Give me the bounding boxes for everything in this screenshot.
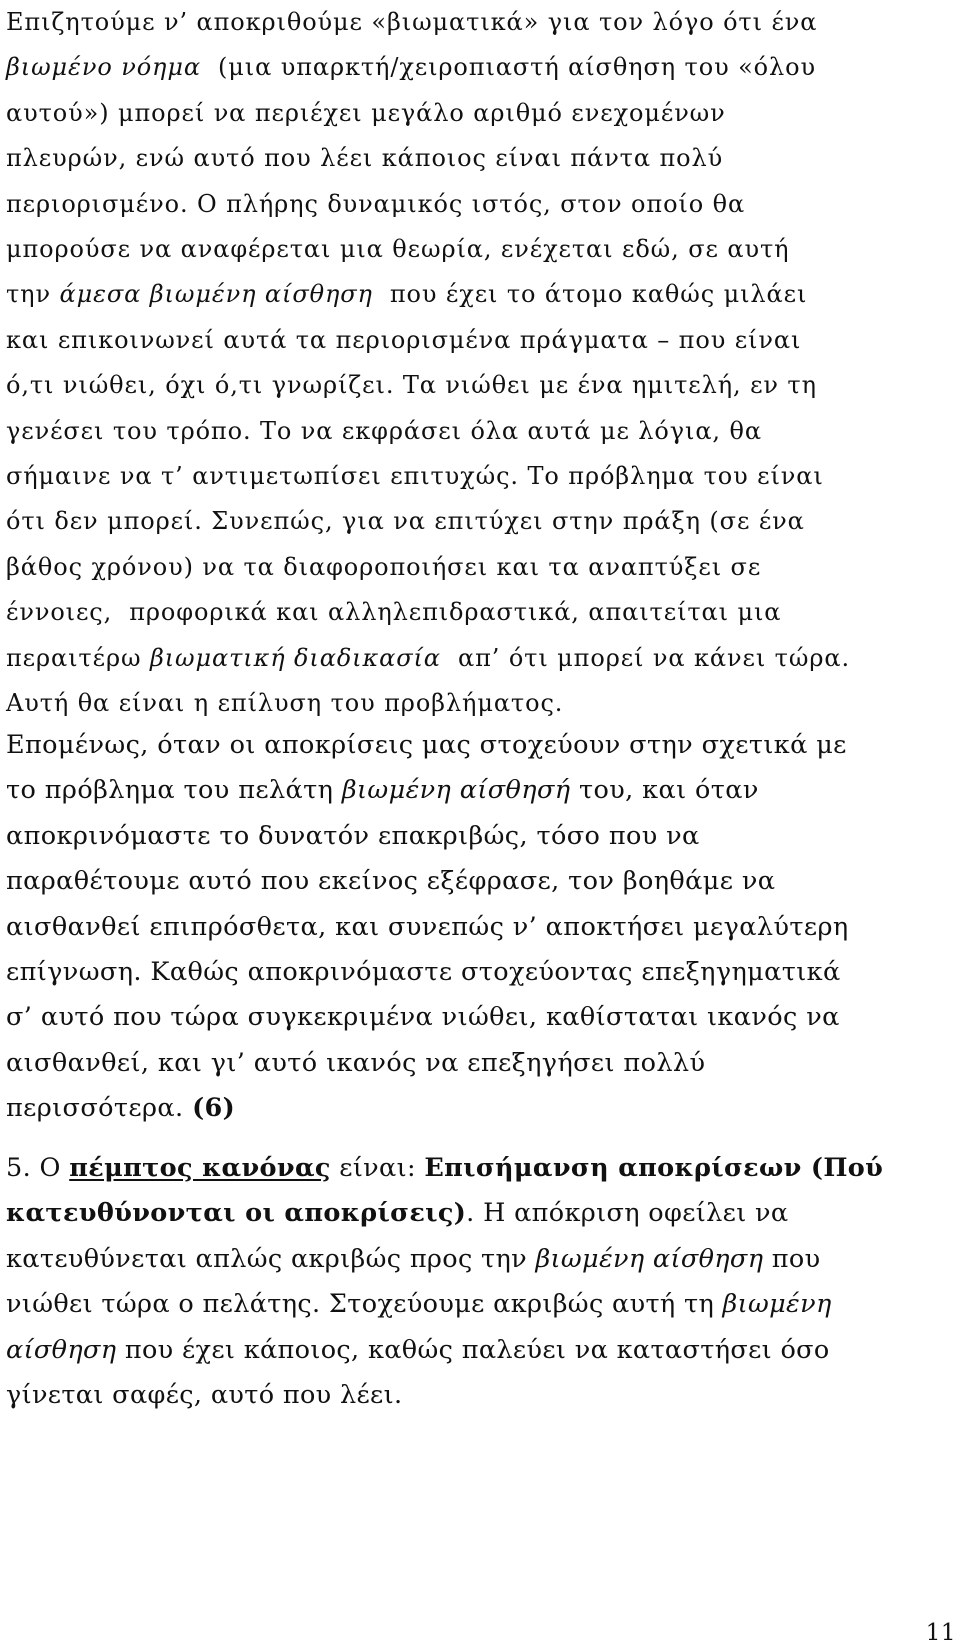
text-line [6,590,954,635]
text-run: 5. Ο [6,1153,70,1183]
text-line [6,723,954,768]
text-run: νιώθει τώρα ο πελάτης. Στοχεύουμε ακριβώς αυτή τη [6,1289,723,1320]
text-run: περισσότερα. [6,1093,193,1124]
text-line [6,318,954,363]
text-line [6,814,954,859]
text-run: είναι: [330,1153,425,1183]
styled-text-run: άμεσα βιωμένη αίσθηση [59,280,373,309]
styled-text-run: πέμπτος κανόνας [69,1153,331,1183]
text-run: αισθανθεί επιπρόσθετα, και συνεπώς ν’ αποκτήσει μεγαλύτερη [6,911,849,942]
text-line [6,681,954,726]
text-run: αισθανθεί, και γι’ αυτό ικανός να επεξηγήσει πολλύ [6,1047,706,1078]
text-run: περιορισμένο. Ο πλήρης δυναμικός ιστός, στον οποίο θα [6,189,746,218]
text-run: του, και όταν [570,775,759,806]
text-run: το πρόβλημα του πελάτη [6,775,342,806]
paragraph-1 [6,0,954,727]
text-run: αυτού») μπορεί να περιέχει μεγάλο αριθμό ενεχομένων [6,98,726,127]
text-run: βάθος χρόνου) να τα διαφοροποιήσει και τα αναπτύξει σε [6,552,762,581]
text-run: γενέσει του τρόπο. Το να εκφράσει όλα αυτά με λόγια, θα [6,416,762,445]
text-line [6,859,954,904]
styled-text-run: βιωμένη αίσθηση [535,1243,764,1274]
text-run: απ’ ότι μπορεί να κάνει τώρα. [440,643,850,672]
text-run: . Η απόκριση οφείλει να [466,1198,789,1229]
styled-text-run: κατευθύνονται οι αποκρίσεις) [6,1198,467,1229]
text-line [6,1237,954,1282]
styled-text-run: βιωμένη [722,1289,832,1320]
text-line [6,950,954,995]
styled-text-run: Επισήμανση αποκρίσεων (Πού [424,1153,884,1183]
text-line [6,272,954,317]
text-run: αποκρινόμαστε το δυνατόν επακριβώς, τόσο που να [6,820,700,851]
text-run: κατευθύνεται απλώς ακριβώς προς την [6,1243,536,1274]
text-run: σήμαινε να τ’ αντιμετωπίσει επιτυχώς. Το πρόβλημα του είναι [6,462,824,491]
text-run: περαιτέρω [6,643,150,672]
text-run: παραθέτουμε αυτό που εκείνος εξέφρασε, τον βοηθάμε να [6,866,776,897]
text-run: Επιζητούμε ν’ αποκριθούμε «βιωματικά» για τον λόγο ότι ένα [6,8,818,36]
styled-text-run: βιωμένη αίσθησή [341,775,571,806]
text-line [6,545,954,590]
text-run: την [6,280,60,309]
text-run: ότι δεν μπορεί. Συνεπώς, για να επιτύχει στην πράξη (σε ένα [6,507,805,536]
text-line [6,1086,954,1131]
paragraph-2 [6,723,954,1132]
text-run: γίνεται σαφές, αυτό που λέει. [6,1380,403,1411]
styled-text-run: (6) [192,1093,236,1124]
text-line [6,136,954,181]
text-line [6,1373,954,1418]
text-line [6,45,954,90]
text-line [6,1041,954,1086]
text-run: που έχει το άτομο καθώς μιλάει [372,280,808,309]
text-run: Αυτή θα είναι η επίλυση του προβλήματος. [6,689,564,718]
text-line [6,1328,954,1373]
text-run: και επικοινωνεί αυτά τα περιορισμένα πράγματα – που είναι [6,325,802,354]
styled-text-run: βιωματική διαδικασία [149,643,441,672]
styled-text-run: αίσθηση [6,1334,117,1365]
text-run: (μια υπαρκτή/χειροπιαστή αίσθηση του «όλου [200,53,816,82]
text-line [6,1146,954,1191]
styled-text-run: βιωμένο νόημα [6,53,201,82]
text-line [6,1191,954,1236]
text-run: επίγνωση. Καθώς αποκρινόμαστε στοχεύοντας επεξηγηματικά [6,957,841,988]
text-line [6,905,954,950]
text-line [6,995,954,1040]
text-line [6,363,954,408]
text-line [6,409,954,454]
text-line [6,182,954,227]
text-run: Επομένως, όταν οι αποκρίσεις μας στοχεύουν στην σχετικά με [6,730,847,760]
text-run: που έχει κάποιος, καθώς παλεύει να καταστήσει όσο [116,1334,830,1365]
text-run: μπορούσε να αναφέρεται μια θεωρία, ενέχεται εδώ, σε αυτή [6,235,790,264]
text-run: που [763,1243,821,1274]
text-line [6,227,954,272]
text-line [6,1282,954,1327]
text-run: ό,τι νιώθει, όχι ό,τι γνωρίζει. Τα νιώθει με ένα ημιτελή, εν τη [6,371,817,400]
paragraph-3 [6,1146,954,1418]
text-line [6,454,954,499]
text-run: σ’ αυτό που τώρα συγκεκριμένα νιώθει, καθίσταται ικανός να [6,1002,840,1033]
text-line [6,91,954,136]
text-line [6,768,954,813]
text-line [6,499,954,544]
text-line [6,636,954,681]
text-line [6,0,954,45]
text-run: έννοιες, προφορικά και αλληλεπιδραστικά, απαιτείται μια [6,598,782,627]
text-run: πλευρών, ενώ αυτό που λέει κάποιος είναι πάντα πολύ [6,144,724,173]
page-number: 11 [925,1620,956,1646]
